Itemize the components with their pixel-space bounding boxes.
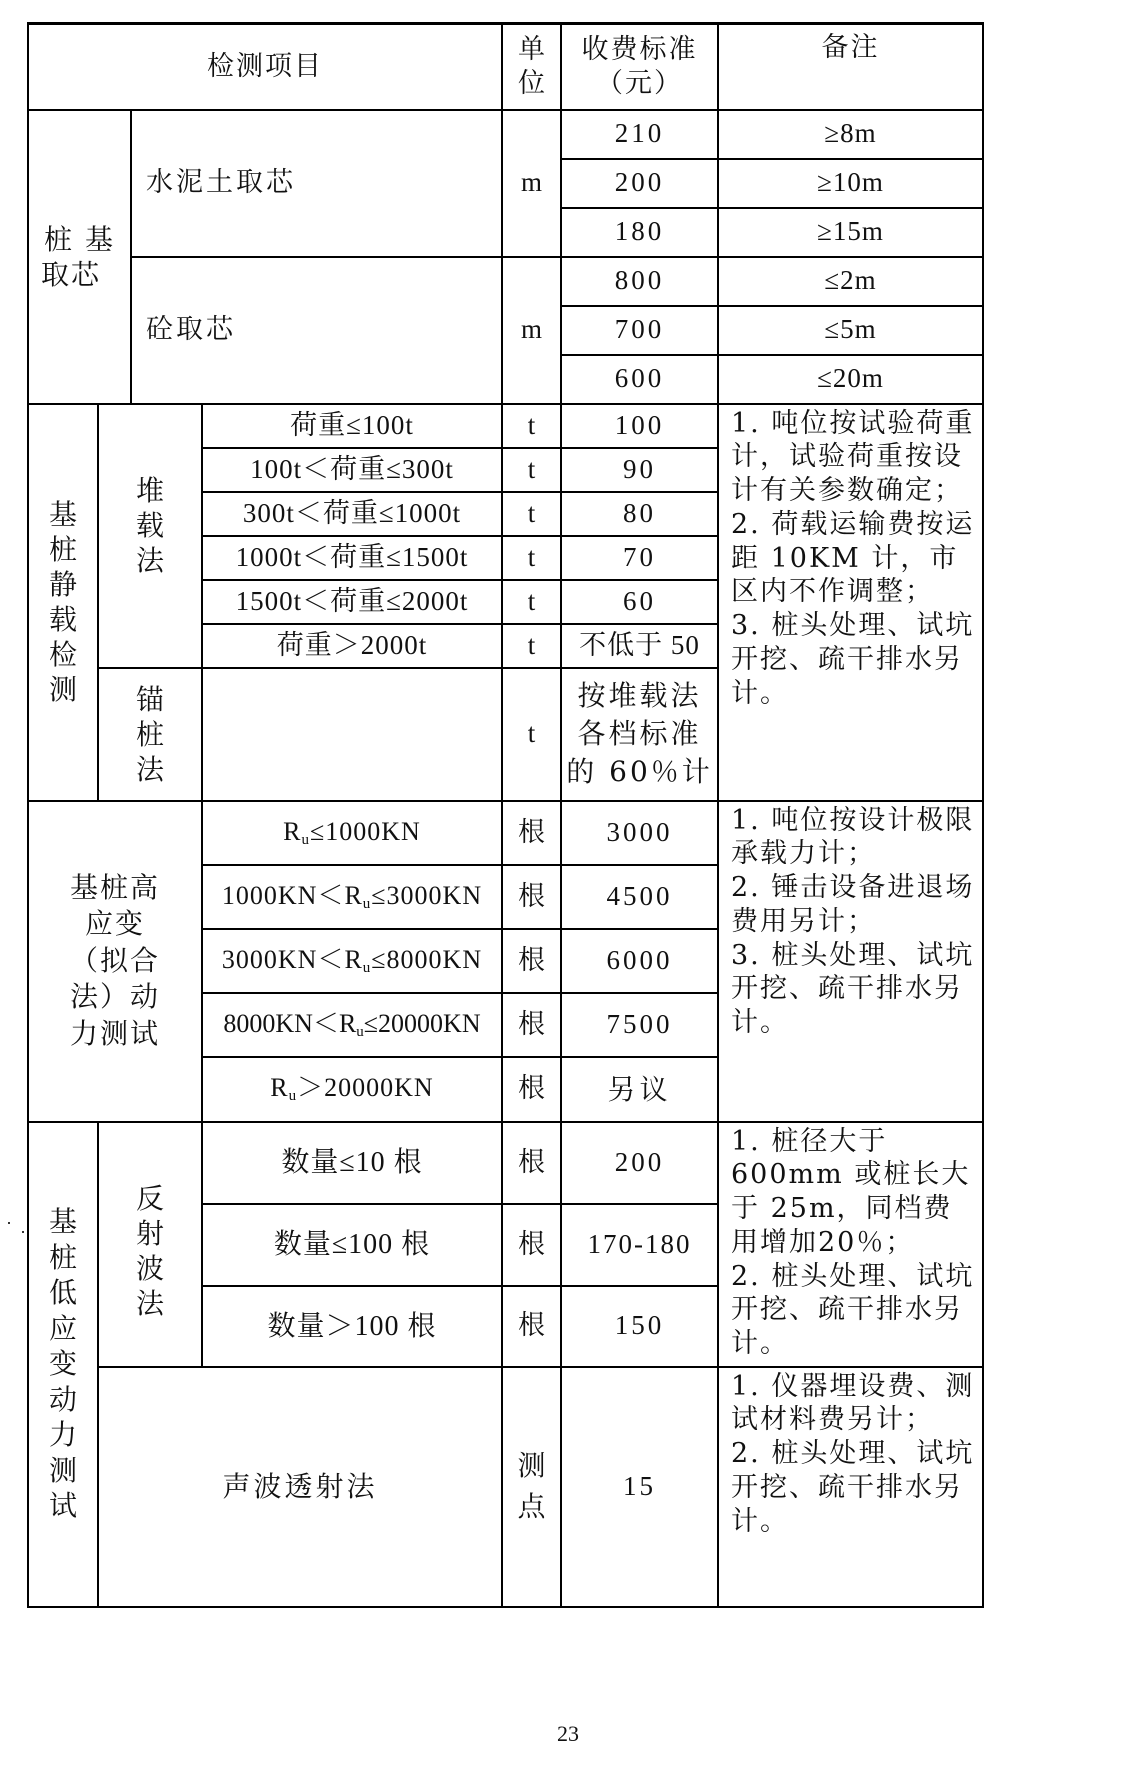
quantity-range: 数量＞100 根 [202, 1286, 502, 1367]
load-range: 100t＜荷重≤300t [202, 448, 502, 492]
remark-line: 1. 仪器埋设费、测试材料费另计； [731, 1370, 975, 1436]
label-char: 动 [48, 1382, 77, 1416]
method-label-pile [98, 404, 202, 668]
unit-cell: t [502, 668, 561, 801]
label-char: 法 [135, 752, 164, 786]
table-row [28, 404, 983, 448]
item-name: 水泥土取芯 [131, 110, 502, 257]
unit-cell: 根 [502, 1122, 561, 1204]
header-fee [561, 24, 718, 110]
fee-cell: 200 [561, 1122, 718, 1204]
label-char: 测 [48, 1453, 77, 1487]
label-char: 试 [48, 1489, 77, 1523]
load-range: 1000t＜荷重≤1500t [202, 536, 502, 580]
remark-cell: ≤2m [718, 257, 983, 306]
capacity-range: $R_u>20000KN$ [202, 1057, 502, 1122]
fee-line: 的 60％计 [566, 754, 713, 788]
label-line: （拟合 [69, 943, 160, 977]
method-label-anchor [98, 668, 202, 801]
table-header-row [28, 24, 983, 110]
remark-cell: ≥10m [718, 159, 983, 208]
label-char: 载 [135, 508, 164, 542]
fee-line: 各档标准 [577, 717, 702, 751]
remark-line: 1. 吨位按试验荷重计，试验荷重按设计有关参数确定； [731, 407, 975, 506]
capacity-range: $8000KN<R_u\le 20000KN$ [202, 993, 502, 1057]
label-char: 射 [135, 1216, 164, 1250]
remark-static [718, 404, 983, 801]
fee-cell: 80 [561, 492, 718, 536]
unit-cell: 根 [502, 865, 561, 929]
table-row [28, 257, 983, 306]
label-char: 波 [135, 1251, 164, 1285]
fee-cell: 另议 [561, 1057, 718, 1122]
label-line: 力测试 [69, 1016, 160, 1050]
fee-cell: 4500 [561, 865, 718, 929]
unit-cell: t [502, 492, 561, 536]
label-char: 法 [135, 543, 164, 577]
table-row [28, 801, 983, 865]
unit-cell: 根 [502, 801, 561, 865]
section-label-low-strain [28, 1122, 98, 1607]
unit-cell: 根 [502, 993, 561, 1057]
fee-standard-table [27, 22, 984, 1608]
method-label-reflection [98, 1122, 202, 1367]
load-range: 荷重≤100t [202, 404, 502, 448]
label-char: 力 [48, 1418, 77, 1452]
label-char: 桩 [48, 533, 77, 566]
header-fee-line: 收费标准 [581, 34, 698, 65]
header-unit-line: 位 [518, 67, 545, 99]
label-line: 法）动 [69, 980, 160, 1014]
fee-cell: 70 [561, 536, 718, 580]
label-char: 桩 [135, 717, 164, 751]
unit-cell: 根 [502, 1286, 561, 1367]
unit-cell: t [502, 448, 561, 492]
header-remark: 备注 [718, 24, 983, 110]
remark-acoustic [718, 1367, 983, 1607]
fee-cell: 200 [561, 159, 718, 208]
unit-cell: m [502, 110, 561, 257]
section-label-core [28, 110, 131, 404]
fee-cell: 800 [561, 257, 718, 306]
capacity-range: $R_u\le 1000KN$ [202, 801, 502, 865]
label-char: 测 [48, 673, 77, 706]
label-char: 基 [48, 1205, 77, 1239]
unit-cell: 根 [502, 1057, 561, 1122]
remark-reflection [718, 1122, 983, 1367]
load-range-empty [202, 668, 502, 801]
fee-cell [561, 668, 718, 801]
unit-cell: t [502, 624, 561, 668]
label-line: 应变 [84, 907, 145, 941]
label-char: 法 [135, 1286, 164, 1320]
table-row [28, 110, 983, 159]
fee-cell: 90 [561, 448, 718, 492]
load-range: 荷重＞2000t [202, 624, 502, 668]
remark-line: 3. 桩头处理、试坑开挖、疏干排水另计。 [731, 610, 975, 709]
unit-cell: 根 [502, 1204, 561, 1286]
label-line: 基桩高 [69, 871, 160, 905]
label-char: 锚 [135, 682, 164, 716]
load-range: 300t＜荷重≤1000t [202, 492, 502, 536]
unit-cell: 根 [502, 929, 561, 993]
unit-cell: t [502, 404, 561, 448]
remark-line: 2. 桩头处理、试坑开挖、疏干排水另计。 [731, 1260, 975, 1359]
remark-line: 1. 吨位按设计极限承载力计； [731, 804, 975, 870]
fee-cell: 15 [561, 1367, 718, 1607]
quantity-range: 数量≤100 根 [202, 1204, 502, 1286]
fee-cell: 3000 [561, 801, 718, 865]
remark-line: 1. 桩径大于 600mm 或桩长大于 25m，同档费用增加20％； [731, 1125, 971, 1258]
fee-cell: 100 [561, 404, 718, 448]
scan-speck [22, 1231, 24, 1233]
table-row [28, 1367, 983, 1607]
fee-cell: 6000 [561, 929, 718, 993]
label-char: 堆 [135, 473, 164, 507]
header-fee-line: （元） [596, 67, 683, 99]
label-char: 测 [517, 1448, 546, 1482]
unit-cell: t [502, 536, 561, 580]
unit-cell [502, 1367, 561, 1607]
label-char: 基 [48, 498, 77, 531]
fee-cell: 不低于 50 [561, 624, 718, 668]
remark-cell: ≥8m [718, 110, 983, 159]
fee-cell: 60 [561, 580, 718, 624]
label-char: 点 [517, 1489, 546, 1523]
remark-cell: ≤5m [718, 306, 983, 355]
table-row [28, 1122, 983, 1204]
label-char: 桩 [48, 1240, 77, 1274]
fee-cell: 150 [561, 1286, 718, 1367]
fee-cell: 170-180 [561, 1204, 718, 1286]
fee-line: 按堆载法 [577, 679, 702, 713]
unit-cell: m [502, 257, 561, 404]
scan-speck [8, 1222, 10, 1224]
label-char: 反 [135, 1181, 164, 1215]
remark-cell: ≥15m [718, 208, 983, 257]
quantity-range: 数量≤10 根 [202, 1122, 502, 1204]
label-char: 低 [48, 1276, 77, 1310]
fee-cell: 7500 [561, 993, 718, 1057]
label-char: 应 [48, 1311, 77, 1345]
load-range: 1500t＜荷重≤2000t [202, 580, 502, 624]
remark-line: 2. 桩头处理、试坑开挖、疏干排水另计。 [731, 1438, 975, 1537]
header-unit-line: 单 [518, 34, 545, 65]
fee-cell: 700 [561, 306, 718, 355]
label-char: 静 [48, 568, 77, 601]
header-unit [502, 24, 561, 110]
remark-line: 2. 荷载运输费按运距 10KM 计，市区内不作调整； [731, 508, 975, 608]
capacity-range: $3000KN<R_u\le 8000KN$ [202, 929, 502, 993]
fee-cell: 600 [561, 355, 718, 404]
item-name: 砼取芯 [131, 257, 502, 404]
header-item: 检测项目 [28, 24, 502, 110]
capacity-range: $1000KN<R_u\le 3000KN$ [202, 865, 502, 929]
remark-line: 2. 锤击设备进退场费用另计； [731, 872, 975, 937]
section-label-line: 桩 基 [44, 222, 115, 256]
unit-cell: t [502, 580, 561, 624]
section-label-line: 取芯 [41, 257, 102, 291]
label-char: 检 [48, 638, 77, 671]
section-label-static [28, 404, 98, 801]
label-char: 变 [48, 1347, 77, 1381]
remark-line: 3. 桩头处理、试坑开挖、疏干排水另计。 [731, 939, 975, 1038]
item-name: 声波透射法 [98, 1367, 502, 1607]
page-number: 23 [557, 1721, 579, 1746]
remark-cell: ≤20m [718, 355, 983, 404]
fee-cell: 180 [561, 208, 718, 257]
remark-high-strain [718, 801, 983, 1122]
section-label-high-strain [28, 801, 202, 1122]
fee-cell: 210 [561, 110, 718, 159]
label-char: 载 [48, 603, 77, 636]
